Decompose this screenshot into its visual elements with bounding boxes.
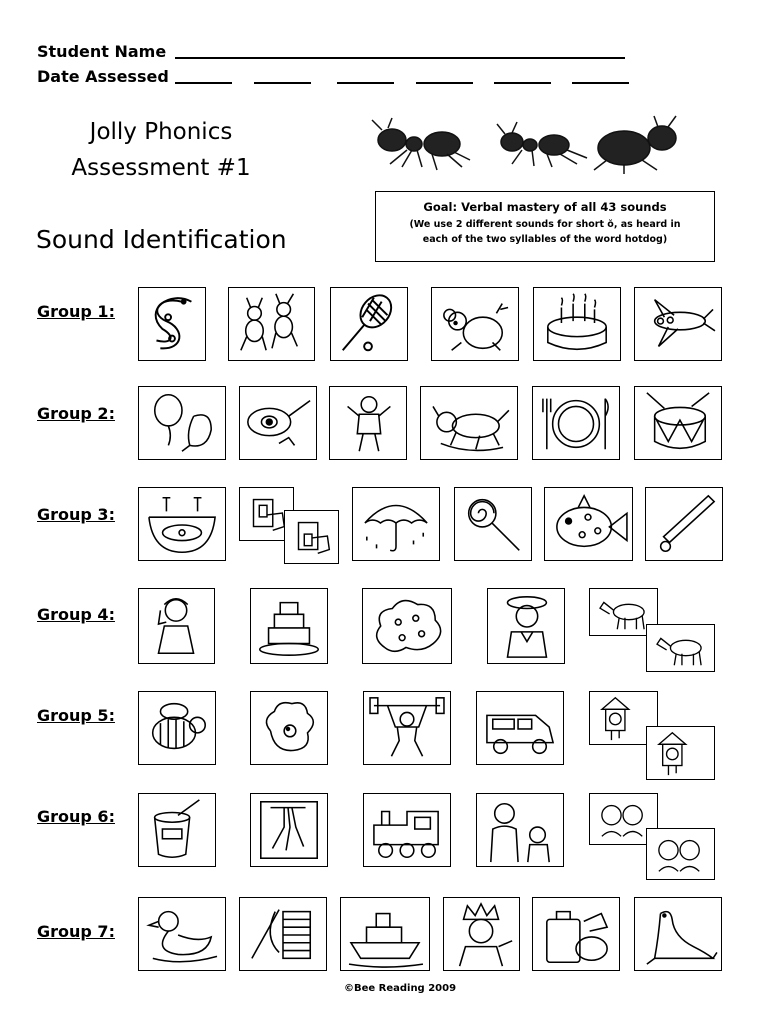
- needle-thread-icon: [239, 897, 327, 971]
- cuckoo-clock-icon-2: [646, 726, 715, 780]
- airplane-icon: [634, 287, 722, 361]
- donkey-icon-2: [646, 624, 715, 672]
- king-icon: [443, 897, 520, 971]
- date-assessed-label: Date Assessed: [37, 67, 169, 86]
- goal-line-1: Goal: Verbal mastery of all 43 sounds: [423, 200, 667, 214]
- group-2-label: Group 2:: [37, 404, 115, 423]
- goal-line-2: (We use 2 different sounds for short ŏ, as heard in: [409, 219, 681, 230]
- zip-icon: [250, 793, 328, 867]
- title-line-2: Assessment #1: [71, 155, 251, 181]
- date-line-6[interactable]: [572, 82, 629, 84]
- ants-illustration: [362, 112, 702, 177]
- van-icon: [476, 691, 564, 765]
- boy-icon: [329, 386, 407, 460]
- group-7-label: Group 7:: [37, 922, 115, 941]
- twins-icon-2: [646, 828, 715, 880]
- date-line-1[interactable]: [175, 82, 232, 84]
- bush-icon: [362, 588, 452, 664]
- girl-phone-icon: [138, 588, 215, 664]
- fish-icon: [544, 487, 633, 561]
- footer-copyright: ©Bee Reading 2009: [343, 983, 457, 994]
- duck-icon: [138, 897, 226, 971]
- plate-icon: [532, 386, 620, 460]
- mother-child-icon: [476, 793, 564, 867]
- seal-icon: [634, 897, 722, 971]
- bat-icon: [645, 487, 723, 561]
- dog-icon: [420, 386, 518, 460]
- train-icon: [363, 793, 451, 867]
- suitcase-icon: [532, 897, 620, 971]
- drum-icon: [634, 386, 722, 460]
- yogurt-icon: [138, 793, 216, 867]
- boy-hat-icon: [487, 588, 565, 664]
- date-line-3[interactable]: [337, 82, 394, 84]
- group-5-label: Group 5:: [37, 706, 115, 725]
- layer-cake-icon: [250, 588, 328, 664]
- goal-line-3: each of the two syllables of the word hotdog): [422, 234, 668, 245]
- snake-icon: [138, 287, 206, 361]
- group-6-label: Group 6:: [37, 807, 115, 826]
- mouse-icon: [431, 287, 519, 361]
- title-line-1: Jolly Phonics: [89, 119, 233, 145]
- sink-icon: [138, 487, 226, 561]
- date-line-2[interactable]: [254, 82, 311, 84]
- birthday-cake-icon: [533, 287, 621, 361]
- light-switch-icon-2: [284, 510, 339, 564]
- frying-pan-icon: [239, 386, 317, 460]
- date-line-5[interactable]: [494, 82, 551, 84]
- ants-icon: [228, 287, 315, 361]
- page-title: [31, 114, 291, 186]
- student-name-line[interactable]: [175, 57, 625, 59]
- date-line-4[interactable]: [416, 82, 473, 84]
- bee-icon: [138, 691, 216, 765]
- umbrella-icon: [352, 487, 440, 561]
- lollipop-icon: [454, 487, 532, 561]
- tennis-racket-icon: [330, 287, 408, 361]
- ship-icon: [340, 897, 430, 971]
- balloon-icon: [138, 386, 226, 460]
- weightlifter-icon: [363, 691, 451, 765]
- popcorn-icon: [250, 691, 328, 765]
- group-4-label: Group 4:: [37, 605, 115, 624]
- section-title: Sound Identification: [36, 225, 287, 254]
- goal-box: [375, 191, 715, 262]
- group-3-label: Group 3:: [37, 505, 115, 524]
- student-name-label: Student Name: [37, 42, 167, 61]
- group-1-label: Group 1:: [37, 302, 115, 321]
